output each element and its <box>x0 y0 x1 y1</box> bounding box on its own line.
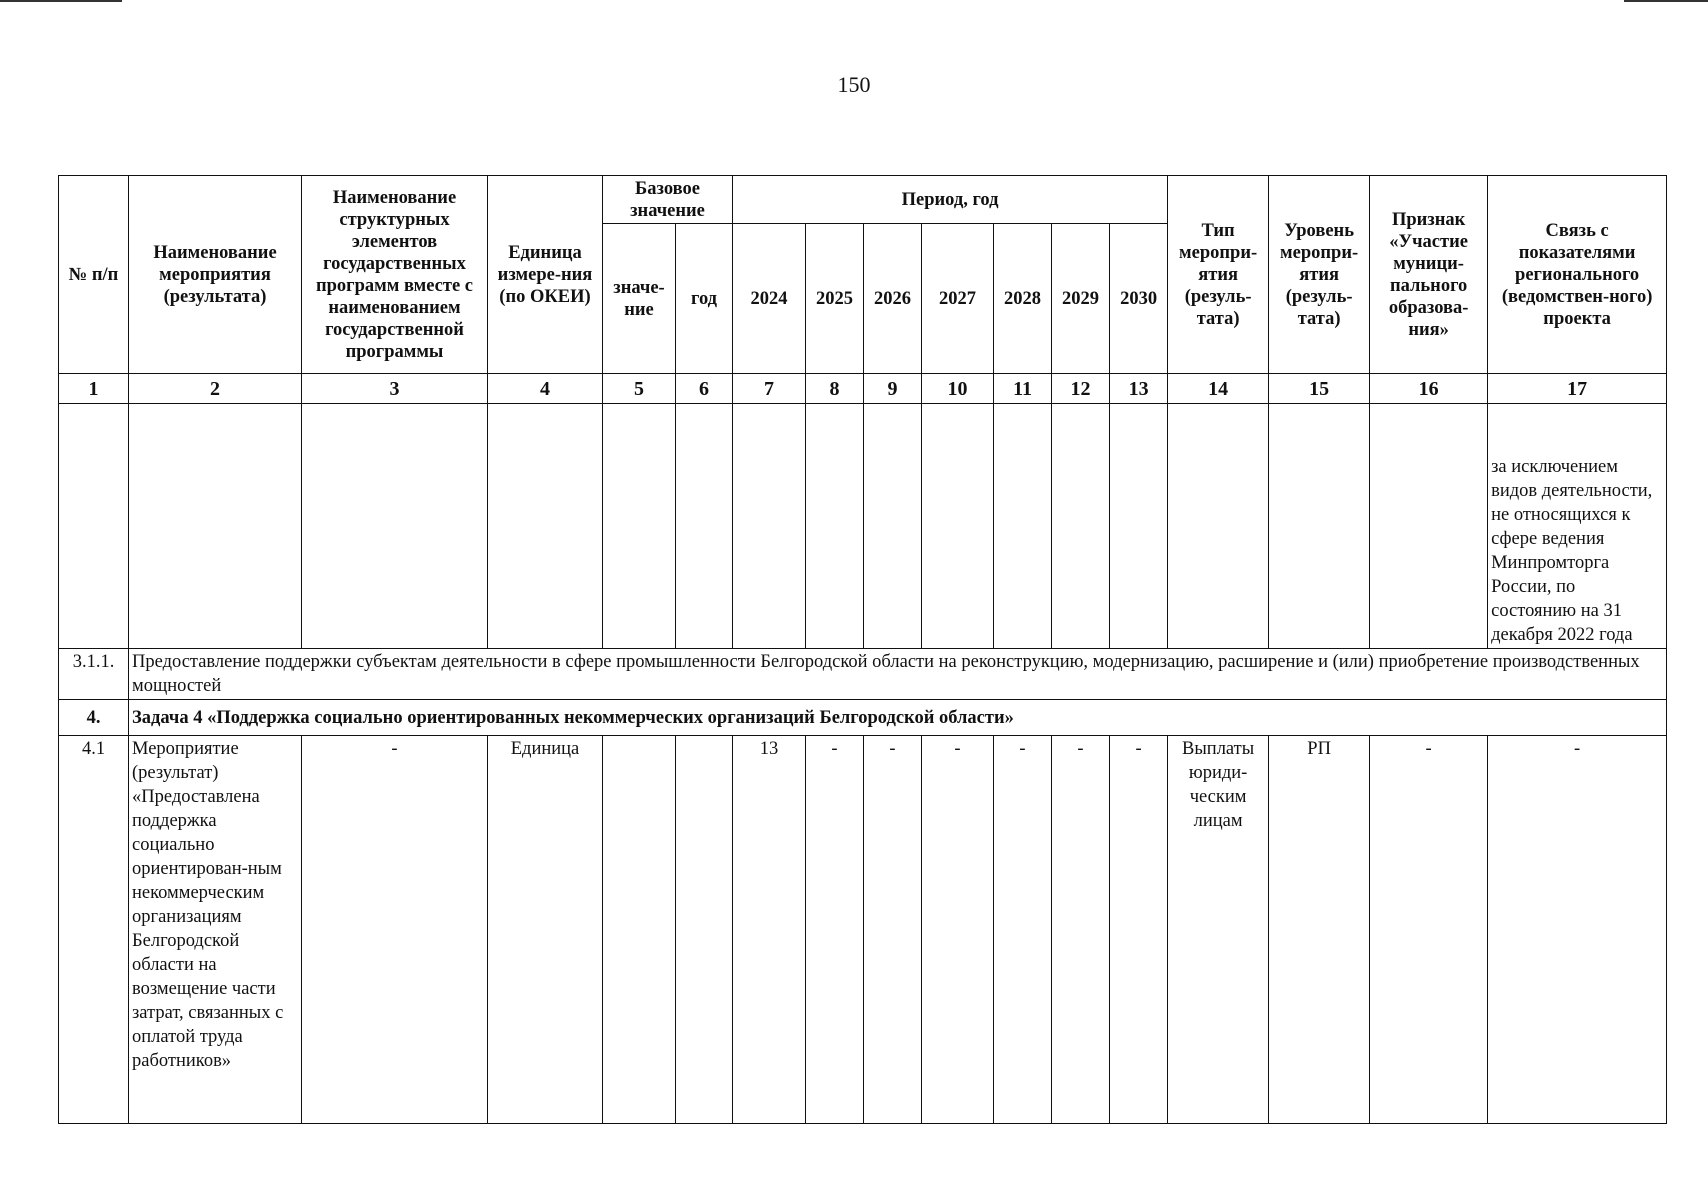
column-numbers-row <box>59 374 1667 404</box>
empty-cell <box>1052 404 1110 649</box>
column-number: 1 <box>59 374 129 404</box>
header-unit: Единица измере-ния (по ОКЕИ) <box>488 176 603 374</box>
header-year: 2029 <box>1052 224 1110 374</box>
column-number: 3 <box>302 374 488 404</box>
event-level-cell: РП <box>1269 736 1370 1124</box>
unit-cell: Единица <box>488 736 603 1124</box>
year-value-cell: 13 <box>733 736 806 1124</box>
header-event-level: Уровень меропри-ятия (резуль-тата) <box>1269 176 1370 374</box>
municipal-participation-cell: - <box>1370 736 1488 1124</box>
column-number: 15 <box>1269 374 1370 404</box>
section-number: 3.1.1. <box>59 649 129 700</box>
header-period: Период, год <box>733 176 1168 224</box>
top-rule-left <box>0 0 122 2</box>
column-number: 12 <box>1052 374 1110 404</box>
header-year: 2024 <box>733 224 806 374</box>
header-event-type: Тип меропри-ятия (резуль-тата) <box>1168 176 1269 374</box>
empty-cell <box>1110 404 1168 649</box>
empty-cell <box>1168 404 1269 649</box>
task-title: Задача 4 «Поддержка социально ориентированных некоммерческих организаций Белгородской области» <box>129 700 1667 736</box>
header-base-value: Базовое значение <box>603 176 733 224</box>
header-year: 2030 <box>1110 224 1168 374</box>
column-number: 9 <box>864 374 922 404</box>
column-number: 11 <box>994 374 1052 404</box>
empty-cell <box>1269 404 1370 649</box>
empty-cell <box>676 404 733 649</box>
header-link: Связь с показателями регионального (ведомствен-ного) проекта <box>1488 176 1667 374</box>
empty-cell <box>59 404 129 649</box>
column-number: 13 <box>1110 374 1168 404</box>
column-number: 8 <box>806 374 864 404</box>
header-year: 2025 <box>806 224 864 374</box>
empty-cell <box>603 404 676 649</box>
row-number: 4.1 <box>59 736 129 1124</box>
empty-cell <box>302 404 488 649</box>
continuation-row <box>59 404 1667 649</box>
column-number: 4 <box>488 374 603 404</box>
header-num: № п/п <box>59 176 129 374</box>
header-base-value-year: год <box>676 224 733 374</box>
year-value-cell: - <box>864 736 922 1124</box>
column-number: 17 <box>1488 374 1667 404</box>
empty-cell <box>488 404 603 649</box>
event-type-cell: Выплаты юриди-ческим лицам <box>1168 736 1269 1124</box>
table-row-4-1 <box>59 736 1667 1124</box>
base-year-cell <box>676 736 733 1124</box>
header-year: 2027 <box>922 224 994 374</box>
section-row-3-1-1 <box>59 649 1667 700</box>
column-number: 14 <box>1168 374 1269 404</box>
year-value-cell: - <box>806 736 864 1124</box>
header-year: 2026 <box>864 224 922 374</box>
page-number: 150 <box>837 72 871 97</box>
link-continuation-text: за исключением видов деятельности, не относящихся к сфере ведения Минпромторга России, по состоянию на 31 декабря 2022 года <box>1488 404 1667 649</box>
year-value-cell: - <box>994 736 1052 1124</box>
base-value-cell <box>603 736 676 1124</box>
header-event-name: Наименование мероприятия (результата) <box>129 176 302 374</box>
year-value-cell: - <box>1052 736 1110 1124</box>
event-name-cell: Мероприятие (результат) «Предоставлена поддержка социально ориентирован-ным некоммерческим организациям Белгородской области на возмещение части затрат, связанных с оплатой труда работников» <box>129 736 302 1124</box>
column-number: 10 <box>922 374 994 404</box>
year-value-cell: - <box>922 736 994 1124</box>
empty-cell <box>994 404 1052 649</box>
task-row-4 <box>59 700 1667 736</box>
header-year: 2028 <box>994 224 1052 374</box>
column-number: 7 <box>733 374 806 404</box>
top-rule-right <box>1624 0 1708 2</box>
column-number: 16 <box>1370 374 1488 404</box>
structural-element-cell: - <box>302 736 488 1124</box>
link-cell: - <box>1488 736 1667 1124</box>
activities-table <box>58 175 1667 1124</box>
empty-cell <box>1370 404 1488 649</box>
empty-cell <box>922 404 994 649</box>
year-value-cell: - <box>1110 736 1168 1124</box>
header-structural-elements: Наименование структурных элементов государственных программ вместе с наименованием государственной программы <box>302 176 488 374</box>
header-municipal-participation: Признак «Участие муници-пального образова-ния» <box>1370 176 1488 374</box>
empty-cell <box>733 404 806 649</box>
empty-cell <box>806 404 864 649</box>
task-number: 4. <box>59 700 129 736</box>
empty-cell <box>129 404 302 649</box>
header-base-value-value: значе-ние <box>603 224 676 374</box>
column-number: 2 <box>129 374 302 404</box>
column-number: 6 <box>676 374 733 404</box>
empty-cell <box>864 404 922 649</box>
section-text: Предоставление поддержки субъектам деятельности в сфере промышленности Белгородской области на реконструкцию, модернизацию, расширение и (или) приобретение производственных мощностей <box>129 649 1667 700</box>
column-number: 5 <box>603 374 676 404</box>
